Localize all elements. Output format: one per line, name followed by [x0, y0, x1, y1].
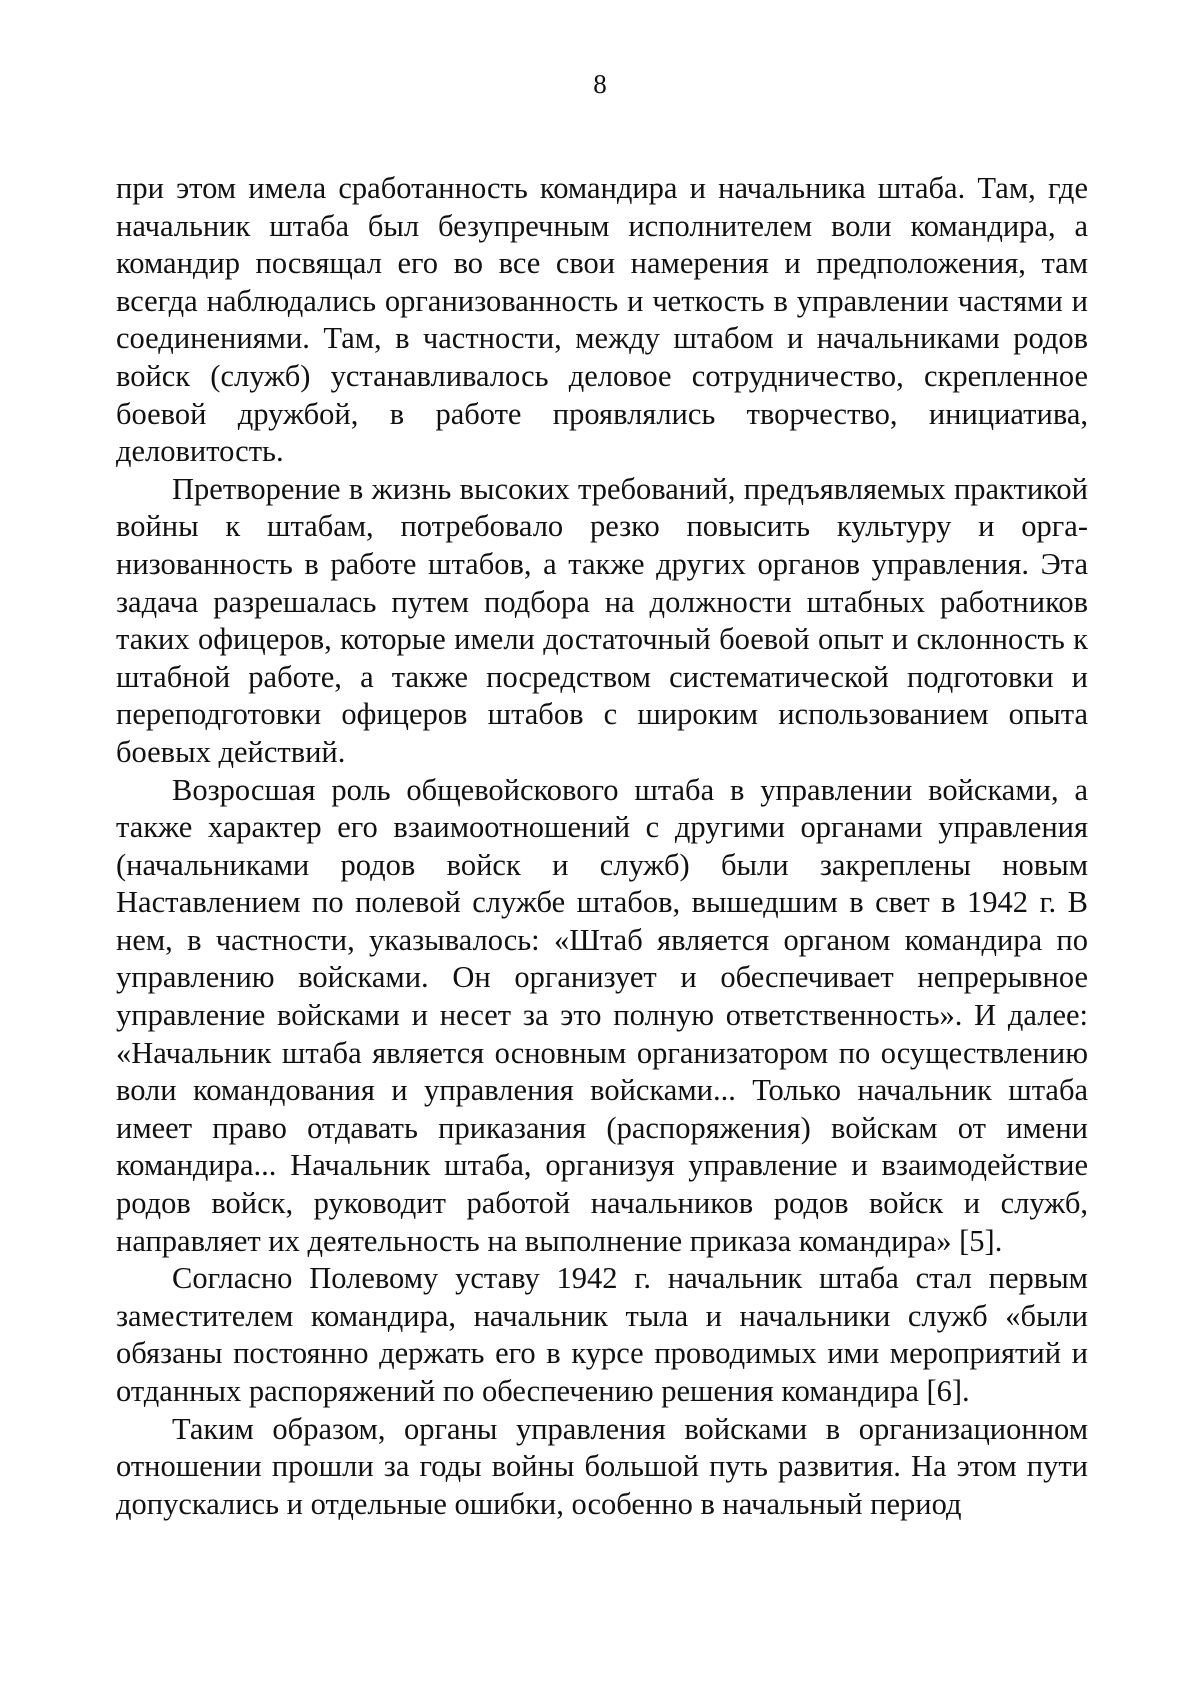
- paragraph: Претворение в жизнь высоких требований, предъявляемых практикой войны к штабам, потребовало резко повысить культуру и организованность в работе штабов, а также других органов управления. Эта задача разрешалась путем подбора на должности штабных работников таких офицеров, которые имели достаточный боевой опыт и склонность к штабной работе, а также посредством систематической подготовки и переподготовки офицеров штабов с широким использованием опыта боевых действий.: [116, 471, 1088, 769]
- paragraph: Таким образом, органы управления войсками в организационном отношении прошли за годы войны большой путь развития. На этом пути допускались и отдельные ошибки, особенно в начальный период: [116, 1411, 1088, 1521]
- paragraph: при этом имела сработанность командира и начальника штаба. Там, где начальник штаба был безупречным исполнителем воли командира, а командир посвящал его во все свои намерения и предположения, там всегда наблюдались организованность и четкость в управлении частями и соединениями. Там, в частности, между штабом и начальниками родов войск (служб) устанавливалось деловое сотрудничество, скрепленное боевой дружбой, в работе проявлялись творчество, инициатива, деловитость.: [116, 171, 1088, 469]
- body-text: [116, 170, 1088, 1523]
- page-number: 8: [593, 69, 607, 99]
- paragraph: Согласно Полевому уставу 1942 г. начальник штаба стал первым заместителем командира, начальник тыла и начальники служб «были обязаны постоянно держать его в курсе проводимых ими мероприятий и отданных распоряжений по обеспечению решения командира [6].: [116, 1261, 1088, 1408]
- paragraph: Возросшая роль общевойскового штаба в управлении войсками, а также характер его взаимоотношений с другими органами управления (начальниками родов войск и служб) были закреплены новым Наставлением по полевой службе штабов, вышедшим в свет в 1942 г. В нем, в частности, указывалось: «Штаб является органом командира по управлению войсками. Он организует и обеспечивает непрерывное управление войсками и несет за это полную ответственность». И далее: «Начальник штаба является основным организатором по осуществлению воли командования и управления войсками... Только начальник штаба имеет право отдавать приказания (распоряжения) войскам от имени командира... Начальник штаба, организуя управление и взаимодействие родов войск, руководит работой начальников родов войск и служб, направляет их деятельность на выполнение приказа командира» [5].: [116, 772, 1088, 1258]
